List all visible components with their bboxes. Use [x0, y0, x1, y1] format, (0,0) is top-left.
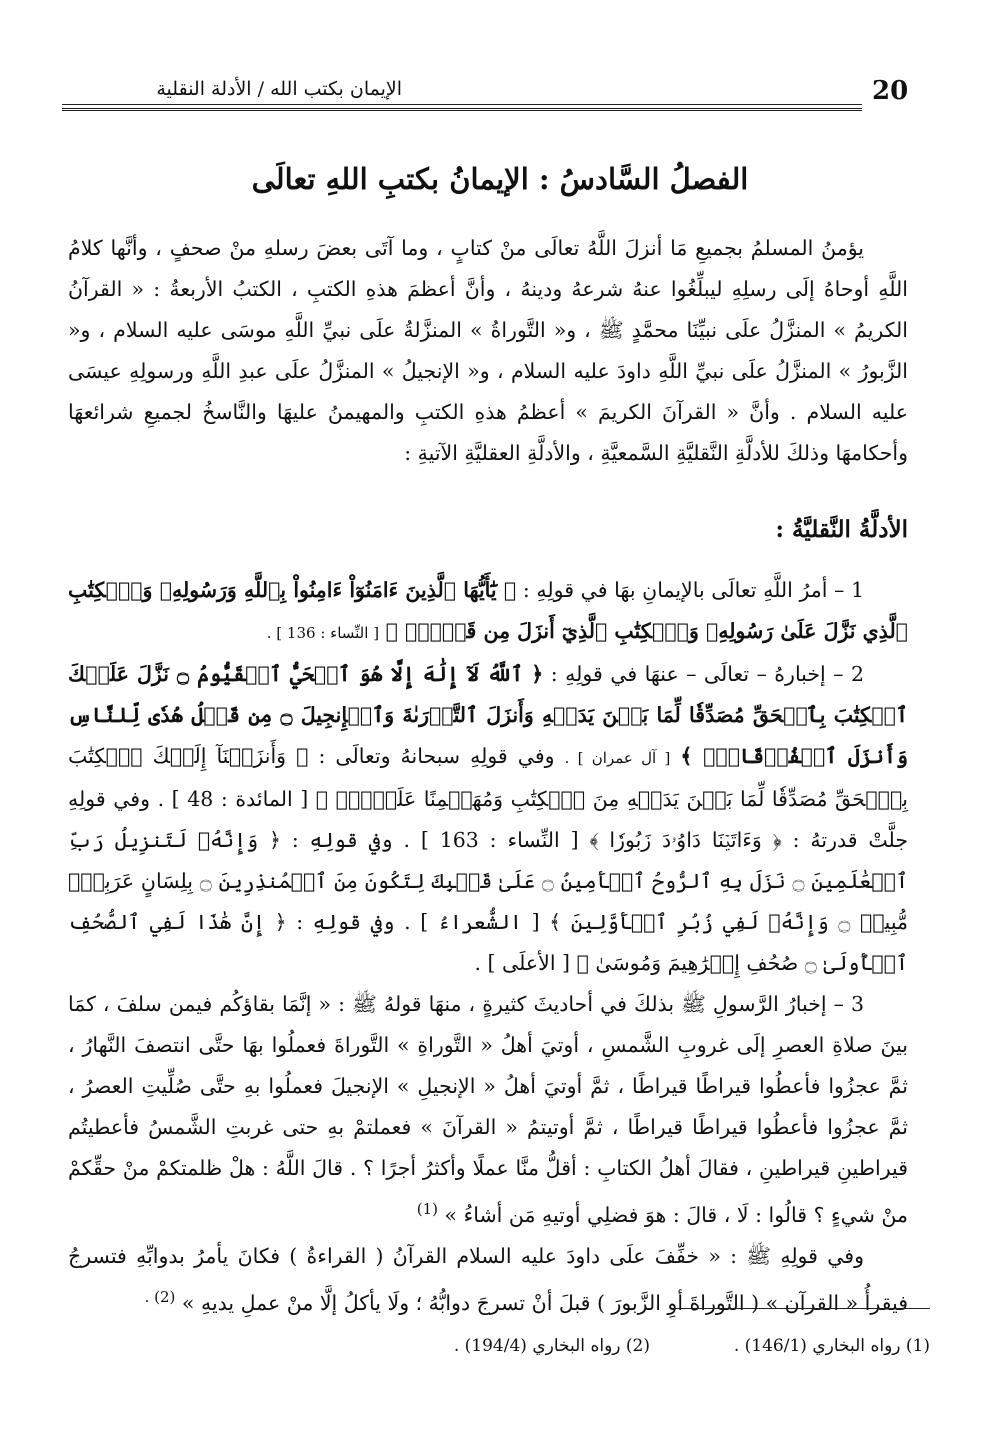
footnote-ref: (1) — [416, 1200, 439, 1218]
evidence-list — [68, 570, 908, 1324]
footnotes — [320, 1336, 930, 1366]
page-number: 20 — [872, 76, 909, 106]
evidence-lead: 1 – أمرُ اللَّهِ تعالَى بالإيمانِ بهَا في قولِهِ : — [522, 578, 864, 602]
hadith-quote: وفي قولِهِ ﷺ : « خفِّفَ علَى داودَ عليه السلام القرآنُ ( القراءةُ ) فكانَ يأمرُ بدوابِّهِ فتسرجُ فيقرأُ « القرآن » ( التَّوراةَ أوِ الزَّبورَ ) قبلَ أنْ تسرجَ دوابُّهُ ؛ ولَا يأكلُ إلَّا منْ عملِ يديهِ » — [68, 1243, 908, 1315]
intro-text: يؤمنُ المسلمُ بجميعِ مَا أنزلَ اللَّهُ تعالَى منْ كتابٍ ، وما آتَى بعضَ رسلهِ منْ صحفٍ ، وأنَّها كلامُ اللَّهِ أوحاهُ إلَى رسلِهِ ليبلِّغُوا عنهُ شرعهُ ودينهُ ، وأنَّ أعظمَ هذهِ الكتبِ ، الكتبُ الأربعةُ : « القرآنُ الكريمُ » المنزَّلُ علَى نبيِّنَا محمَّدٍ ﷺ ، و« التَّوراةُ » المنزَّلةُ علَى نبيِّ اللَّهِ موسَى عليه السلام ، و« الزَّبورُ » المنزَّلُ علَى نبيِّ اللَّهِ داودَ عليه السلام ، و« الإنجيلُ » المنزَّلُ علَى عبدِ اللَّهِ ورسولِهِ عيسَى عليه السلام . وأنَّ « القرآنَ الكريمَ » أعظمُ هذهِ الكتبِ والمهيمنُ عليهَا والنَّاسخُ لجميعِ شرائعهَا وأحكامهَا وذلكَ للأدلَّةِ النَّقليَّةِ السَّمعيَّةِ ، والأدلَّةِ العقليَّةِ الآتيةِ : — [68, 236, 908, 465]
running-head: الإيمان بكتب الله / الأدلة النقلية — [156, 78, 402, 100]
evidence-lead: 2 – إخبارهُ – تعالَى – عنهَا في قولِهِ : — [550, 662, 864, 686]
footnote-1: (1) رواه البخاري (146/1) . — [733, 1336, 930, 1356]
section-title: الأدلَّةُ النَّقليَّةُ : — [775, 516, 908, 543]
header-rule — [62, 104, 862, 111]
page-header — [62, 76, 908, 126]
citation: [ النِّساء : 136 ] . — [266, 624, 380, 642]
footnote-rule — [672, 1308, 930, 1309]
footnote-2: (2) رواه البخاري (194/4) . — [453, 1336, 650, 1356]
intro-paragraph — [68, 228, 908, 474]
quran-quote: ﴿ ٱللَّهُ لَآ إِلَٰهَ إِلَّا هُوَ ٱلۡحَيُّ ٱلۡقَيُّومُ ۝ نَزَّلَ عَلَيۡكَ ٱلۡكِتَٰبَ بِٱلۡحَقِّ مُصَدِّقٗا لِّمَا بَيۡنَ يَدَيۡهِ وَأَنزَلَ ٱلتَّوۡرَىٰةَ وَٱلۡإِنجِيلَ ۝ مِن قَبۡلُ هُدٗى لِّلنَّاسِ وَأَنزَلَ ٱلۡفُرۡقَانَۗ ﴾ — [68, 662, 908, 768]
evidence-lead: 3 – إخبارُ الرَّسولِ ﷺ بذلكَ في أحاديثَ كثيرةٍ ، منهَا قولهُ ﷺ : — [338, 992, 864, 1016]
evidence-item-3-continued — [68, 1236, 908, 1324]
evidence-item-1 — [68, 570, 908, 654]
quran-quote: ﴿ يَٰٓأَيُّهَا ٱلَّذِينَ ءَامَنُوٓاْ ءَامِنُواْ بِٱللَّهِ وَرَسُولِهِۦ وَٱلۡكِتَٰبِ ٱلَّذِي نَزَّلَ عَلَىٰ رَسُولِهِۦ وَٱلۡكِتَٰبِ ٱلَّذِيٓ أَنزَلَ مِن قَبۡلُۚ ﴾ — [68, 578, 908, 643]
hadith-quote: « إنَّمَا بقاؤكُم فيمن سلفَ ، كمَا بينَ صلاةِ العصرِ إلَى غروبِ الشَّمسِ ، أوتيَ أهلُ « التَّوراةِ » التَّوراةَ فعملُوا بهَا حتَّى انتصفَ النَّهارُ ، ثمَّ عجزُوا فأعطُوا قيراطًا قيراطًا ، ثمَّ أوتيَ أهلُ « الإنجيلِ » الإنجيلَ فعملُوا بهِ حتَّى صُلِّيتِ العصرُ ، ثمَّ عجزُوا فأعطُوا قيراطًا قيراطًا ، ثمَّ أوتيتمُ « القرآنَ » فعملتمْ بهِ حتى غربتِ الشَّمسُ فأعطيتُم قيراطينِ قيراطينِ ، فقالَ أهلُ الكتابِ : أقلُّ منَّا عملًا وأكثرُ أجرًا ؟ . قالَ اللَّهُ : هلْ ظلمتكمْ منْ حقِّكمْ منْ شيءٍ ؟ قالُوا : لَا ، قالَ : هوَ فضلِي أوتيهِ مَن أشاءُ » — [68, 992, 908, 1227]
footnote-ref: (2) . — [144, 1287, 176, 1306]
chapter-title: الفصلُ السَّادسُ : الإيمانُ بكتبِ اللهِ تعالَى — [251, 162, 749, 196]
citation: [ آل عمران ] . — [564, 749, 671, 767]
evidence-item-3 — [68, 984, 908, 1236]
evidence-item-2 — [68, 654, 908, 984]
evidence-continuation: وفي قولِهِ سبحانهُ وتعالَى : ﴿ وَأَنزَلۡنَآ إِلَيۡكَ ٱلۡكِتَٰبَ بِٱلۡحَقِّ مُصَدِّقٗا لِّمَا بَيۡنَ يَدَيۡهِ مِنَ ٱلۡكِتَٰبِ وَمُهَيۡمِنًا عَلَيۡهِۖ ﴾ [ المائدة : 48 ] . وفي قولِهِ جلَّتْ قدرتهُ : ﴿ وَءَاتَيۡنَا دَاوُۥدَ زَبُورٗا ﴾ [ النِّساء : 163 ] . وفي قولِهِ : ﴿ وَإِنَّهُۥ لَتَنزِيلُ رَبِّ ٱلۡعَٰلَمِينَ ۝ نَزَلَ بِهِ ٱلرُّوحُ ٱلۡأَمِينُ ۝ عَلَىٰ قَلۡبِكَ لِتَكُونَ مِنَ ٱلۡمُنذِرِينَ ۝ بِلِسَانٍ عَرَبِيّٖ مُّبِينٖ ۝ وَإِنَّهُۥ لَفِي زُبُرِ ٱلۡأَوَّلِينَ ﴾ [ الشُّعراءُ ] . وفي قولِهِ : ﴿ إِنَّ هَٰذَا لَفِي ٱلصُّحُفِ ٱلۡأُولَىٰ ۝ صُحُفِ إِبۡرَٰهِيمَ وَمُوسَىٰ ﴾ [ الأعلَى ] . — [68, 744, 908, 975]
